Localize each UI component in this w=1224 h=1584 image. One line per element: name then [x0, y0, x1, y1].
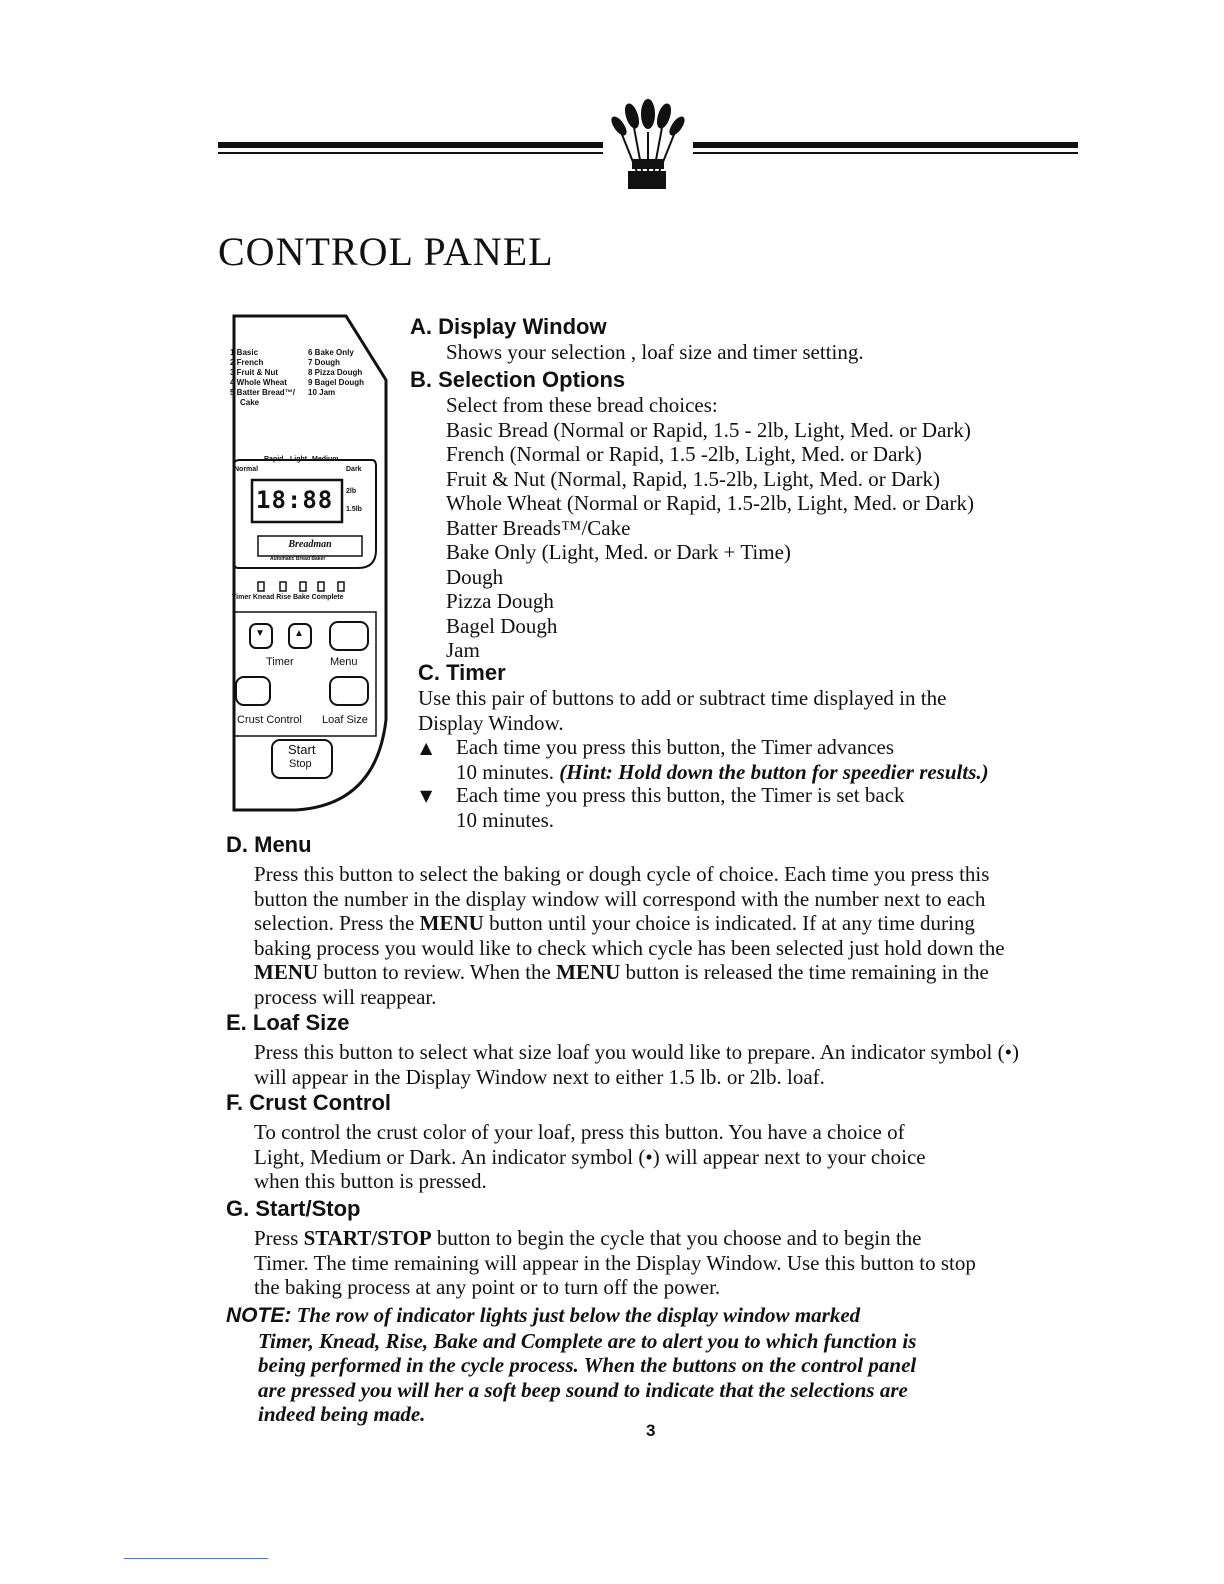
hint-text: (Hint: Hold down the button for speedier results.)	[559, 759, 989, 784]
text-line	[456, 760, 989, 785]
page-number: 3	[646, 1421, 656, 1440]
brand-subtitle: Automatic Bread Baker	[270, 556, 326, 562]
section-f-heading: F. Crust Control	[226, 1090, 391, 1115]
section-c-down-text	[456, 783, 905, 832]
text-span: 10 minutes.	[456, 759, 560, 784]
section-a-text	[446, 340, 864, 365]
menu-list-item: 5 Batter Bread™/	[230, 388, 295, 397]
note-label: NOTE:	[226, 1304, 292, 1327]
note-line: indeed being made.	[258, 1402, 426, 1426]
text-line: Jam	[446, 638, 480, 662]
text-line: selection. Press the MENU button until your choice is indicated. If at any time during	[254, 911, 975, 935]
text-line: Shows your selection , loaf size and timer setting.	[446, 340, 864, 364]
menu-list-item: 6 Bake Only	[308, 348, 354, 357]
brand-logo: Breadman	[288, 539, 332, 550]
control-panel-diagram	[226, 310, 394, 818]
note-line: are pressed you will her a soft beep sound to indicate that the selections are	[258, 1377, 908, 1402]
section-a-heading: A. Display Window	[410, 314, 607, 339]
section-d-heading: D. Menu	[226, 832, 312, 857]
text-line: the baking process at any point or to turn off the power.	[254, 1275, 721, 1299]
section-b-heading: B. Selection Options	[410, 367, 626, 392]
text-line: Each time you press this button, the Timer is set back	[456, 783, 905, 807]
text-line: will appear in the Display Window next to either 1.5 lb. or 2lb. loaf.	[254, 1064, 825, 1089]
text-line: 10 minutes.	[456, 807, 554, 832]
text-line: Select from these bread choices:	[446, 393, 718, 417]
display-digits: 18:88	[256, 486, 334, 514]
timer-label: Timer	[266, 656, 294, 668]
mode-label: Dark	[346, 466, 362, 473]
section-b-text	[446, 393, 974, 663]
button-name: MENU	[556, 960, 621, 984]
timer-down-icon: ▼	[420, 786, 433, 805]
menu-list-item: 7 Dough	[308, 358, 340, 367]
size-label: 1.5lb	[346, 506, 362, 513]
section-c-text	[418, 686, 946, 735]
menu-list-item: Cake	[240, 398, 260, 407]
page-title: CONTROL PANEL	[218, 229, 554, 274]
loaf-size-label: Loaf Size	[322, 714, 368, 726]
menu-list-item: 9 Bagel Dough	[308, 378, 365, 387]
menu-list-item: 2 French	[230, 358, 264, 367]
text-line: Pizza Dough	[446, 589, 554, 613]
note-line: being performed in the cycle process. When the buttons on the control panel	[258, 1353, 917, 1377]
note-block	[226, 1303, 916, 1427]
timer-up-icon: ▲	[420, 738, 433, 757]
start-label: Start	[288, 742, 316, 757]
text-line: when this button is pressed.	[254, 1169, 487, 1193]
text-line: MENU button to review. When the MENU button is released the time remaining in the	[254, 960, 989, 984]
note-first-line: The row of indicator lights just below the display window marked	[291, 1303, 861, 1327]
crust-label: Light	[290, 456, 308, 463]
text-line: Batter Breads™/Cake	[446, 515, 631, 540]
section-d-text	[254, 862, 1005, 1009]
text-line: Each time you press this button, the Timer advances	[456, 735, 895, 759]
section-f-text	[254, 1120, 926, 1194]
text-line: Use this pair of buttons to add or subtract time displayed in the	[418, 686, 947, 710]
text-line: Dough	[446, 564, 504, 589]
crust-label: Medium	[312, 456, 339, 463]
text-line: Press START/STOP button to begin the cycle that you choose and to begin the	[254, 1226, 922, 1250]
section-g-heading: G. Start/Stop	[226, 1196, 361, 1221]
crust-label: Rapid	[264, 456, 284, 463]
text-line: To control the crust color of your loaf, press this button. You have a choice of	[254, 1120, 905, 1144]
timer-down-icon[interactable]: ▼	[255, 628, 265, 639]
text-line: French (Normal or Rapid, 1.5 -2lb, Light, Med. or Dark)	[446, 442, 922, 466]
section-e-text	[254, 1040, 1019, 1089]
text-line: process will reappear.	[254, 984, 437, 1009]
text-line: Press this button to select what size loaf you would like to prepare. An indicator symbol (•)	[254, 1040, 1019, 1064]
footer-line	[124, 1558, 268, 1559]
menu-list-col2	[308, 348, 364, 398]
section-e-heading: E. Loaf Size	[226, 1010, 350, 1035]
text-line: Bake Only (Light, Med. or Dark + Time)	[446, 540, 791, 564]
section-c-heading: C. Timer	[418, 660, 506, 685]
size-label: 2lb	[346, 488, 357, 495]
menu-list-col1	[230, 348, 295, 408]
mode-label: Normal	[234, 466, 259, 473]
text-line: button the number in the display window will correspond with the number next to each	[254, 886, 986, 911]
indicator-labels: Timer Knead Rise Bake Complete	[232, 594, 344, 601]
menu-label: Menu	[330, 656, 358, 668]
section-g-text	[254, 1226, 976, 1300]
text-line: Timer. The time remaining will appear in the Display Window. Use this button to stop	[254, 1250, 976, 1275]
menu-list-item: 4 Whole Wheat	[230, 378, 287, 387]
text-line: Display Window.	[418, 710, 564, 735]
section-c-up-text	[456, 735, 989, 784]
stop-label: Stop	[289, 758, 312, 770]
text-line: Basic Bread (Normal or Rapid, 1.5 - 2lb, Light, Med. or Dark)	[446, 417, 971, 442]
text-line: baking process you would like to check which cycle has been selected just hold down the	[254, 935, 1005, 960]
button-name: MENU	[254, 960, 319, 984]
text-line: Whole Wheat (Normal or Rapid, 1.5-2lb, Light, Med. or Dark)	[446, 491, 974, 515]
text-line: Press this button to select the baking or dough cycle of choice. Each time you press this	[254, 862, 990, 886]
timer-up-icon[interactable]: ▲	[294, 628, 304, 639]
button-name: MENU	[419, 911, 484, 935]
text-line: Light, Medium or Dark. An indicator symbol (•) will appear next to your choice	[254, 1144, 926, 1169]
text-line: Bagel Dough	[446, 613, 558, 638]
menu-list-item: 3 Fruit & Nut	[230, 368, 278, 377]
wheat-sheaf-icon	[603, 92, 693, 192]
menu-list-item: 1 Basic	[230, 348, 259, 357]
text-line: Fruit & Nut (Normal, Rapid, 1.5-2lb, Light, Med. or Dark)	[446, 466, 941, 491]
menu-list-item: 8 Pizza Dough	[308, 368, 363, 377]
button-name: START/STOP	[303, 1226, 432, 1250]
menu-list-item: 10 Jam	[308, 388, 336, 397]
crust-control-label: Crust Control	[237, 714, 302, 726]
note-line: Timer, Knead, Rise, Bake and Complete are to alert you to which function is	[258, 1328, 917, 1353]
